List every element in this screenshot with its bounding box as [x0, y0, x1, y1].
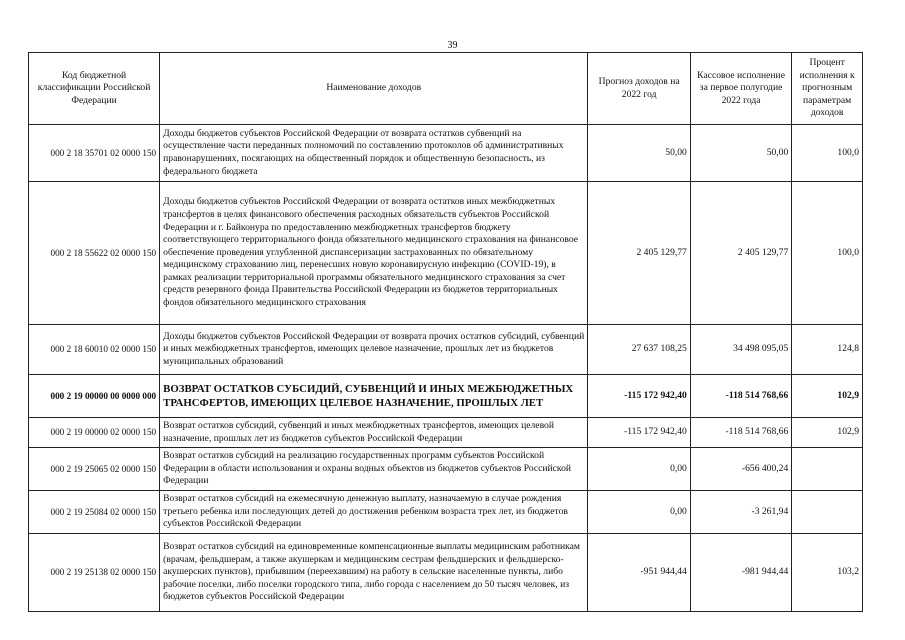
- percent-cell: [792, 448, 863, 491]
- name-cell: Доходы бюджетов субъектов Российской Федерации от возврата остатков иных межбюджетных трансфертов в целях финансового обеспечения расходных обязательств субъектов Российской Федерации и г. Байконура по предоставлению межбюджетных трансфертов бюджету соответствующего территориального фонда обязательного медицинского страхования на финансовое обеспечение проведения углубленной диспансеризации застрахованных по обязательному медицинскому страхованию лиц, перенесших новую коронавирусную инфекцию (COVID-19), в рамках реализации территориальной программы обязательного медицинского страхования за счет средств резервного фонда Правительства Российской Федерации из бюджетов территориальных фондов обязательного медицинского страхования: [160, 182, 588, 325]
- code-cell: 000 2 18 60010 02 0000 150: [29, 325, 160, 375]
- table-row: [29, 418, 863, 448]
- column-header-percent: Процент исполнения к прогнозным параметрам доходов: [792, 53, 863, 125]
- percent-cell: 103,2: [792, 534, 863, 612]
- table-header-row: [29, 53, 863, 125]
- name-cell: Доходы бюджетов субъектов Российской Федерации от возврата прочих остатков субсидий, субвенций и иных межбюджетных трансфертов, имеющих целевое назначение, прошлых лет из бюджетов муниципальных образований: [160, 325, 588, 375]
- percent-cell: 124,8: [792, 325, 863, 375]
- table-row: [29, 125, 863, 182]
- plan-cell: 50,00: [588, 125, 690, 182]
- revenue-table: [28, 52, 863, 612]
- code-cell: 000 2 19 25065 02 0000 150: [29, 448, 160, 491]
- code-cell: 000 2 19 25084 02 0000 150: [29, 491, 160, 534]
- plan-cell: -115 172 942,40: [588, 375, 690, 418]
- name-cell: ВОЗВРАТ ОСТАТКОВ СУБСИДИЙ, СУБВЕНЦИЙ И ИНЫХ МЕЖБЮДЖЕТНЫХ ТРАНСФЕРТОВ, ИМЕЮЩИХ ЦЕЛЕВОЕ НАЗНАЧЕНИЕ, ПРОШЛЫХ ЛЕТ: [160, 375, 588, 418]
- column-header-plan: Прогноз доходов на 2022 год: [588, 53, 690, 125]
- code-cell: 000 2 19 00000 02 0000 150: [29, 418, 160, 448]
- execution-cell: -656 400,24: [690, 448, 791, 491]
- percent-cell: 102,9: [792, 418, 863, 448]
- name-cell: Возврат остатков субсидий на единовременные компенсационные выплаты медицинским работникам (врачам, фельдшерам, а также акушеркам и медицинским сестрам фельдшерских и фельдшерско-акушерских пунктов), прибывшим (переехавшим) на работу в сельские населенные пункты, либо рабочие поселки, либо поселки городского типа, либо города с населением до 50 тысяч человек, из бюджетов субъектов Российской Федерации: [160, 534, 588, 612]
- code-cell: 000 2 18 35701 02 0000 150: [29, 125, 160, 182]
- table-row: [29, 534, 863, 612]
- execution-cell: -118 514 768,66: [690, 418, 791, 448]
- name-cell: Возврат остатков субсидий на ежемесячную денежную выплату, назначаемую в случае рождения третьего ребенка или последующих детей до достижения ребенком возраста трех лет, из бюджетов субъектов Российской Федерации: [160, 491, 588, 534]
- column-header-code: Код бюджетной классификации Российской Федерации: [29, 53, 160, 125]
- name-cell: Возврат остатков субсидий на реализацию государственных программ субъектов Российской Федерации в области использования и охраны водных объектов из бюджетов субъектов Российской Федерации: [160, 448, 588, 491]
- name-cell: Доходы бюджетов субъектов Российской Федерации от возврата остатков субвенций на осуществление части переданных полномочий по составлению протоколов об административных правонарушениях, посягающих на общественный порядок и общественную безопасность, из федерального бюджета: [160, 125, 588, 182]
- execution-cell: -981 944,44: [690, 534, 791, 612]
- plan-cell: 27 637 108,25: [588, 325, 690, 375]
- table-row: [29, 182, 863, 325]
- plan-cell: 2 405 129,77: [588, 182, 690, 325]
- plan-cell: 0,00: [588, 448, 690, 491]
- plan-cell: -951 944,44: [588, 534, 690, 612]
- percent-cell: 100,0: [792, 182, 863, 325]
- code-cell: 000 2 19 00000 00 0000 000: [29, 375, 160, 418]
- page-number: 39: [447, 40, 458, 51]
- percent-cell: 100,0: [792, 125, 863, 182]
- name-cell: Возврат остатков субсидий, субвенций и иных межбюджетных трансфертов, имеющих целевой назначение, прошлых лет из бюджетов субъектов Российской Федерации: [160, 418, 588, 448]
- code-cell: 000 2 19 25138 02 0000 150: [29, 534, 160, 612]
- plan-cell: 0,00: [588, 491, 690, 534]
- column-header-name: Наименование доходов: [160, 53, 588, 125]
- table-row: [29, 325, 863, 375]
- execution-cell: -118 514 768,66: [690, 375, 791, 418]
- execution-cell: -3 261,94: [690, 491, 791, 534]
- code-cell: 000 2 18 55622 02 0000 150: [29, 182, 160, 325]
- execution-cell: 34 498 095,05: [690, 325, 791, 375]
- execution-cell: 2 405 129,77: [690, 182, 791, 325]
- column-header-execution: Кассовое исполнение за первое полугодие 2022 года: [690, 53, 791, 125]
- table-row: [29, 375, 863, 418]
- percent-cell: [792, 491, 863, 534]
- execution-cell: 50,00: [690, 125, 791, 182]
- percent-cell: 102,9: [792, 375, 863, 418]
- table-row: [29, 491, 863, 534]
- plan-cell: -115 172 942,40: [588, 418, 690, 448]
- table-row: [29, 448, 863, 491]
